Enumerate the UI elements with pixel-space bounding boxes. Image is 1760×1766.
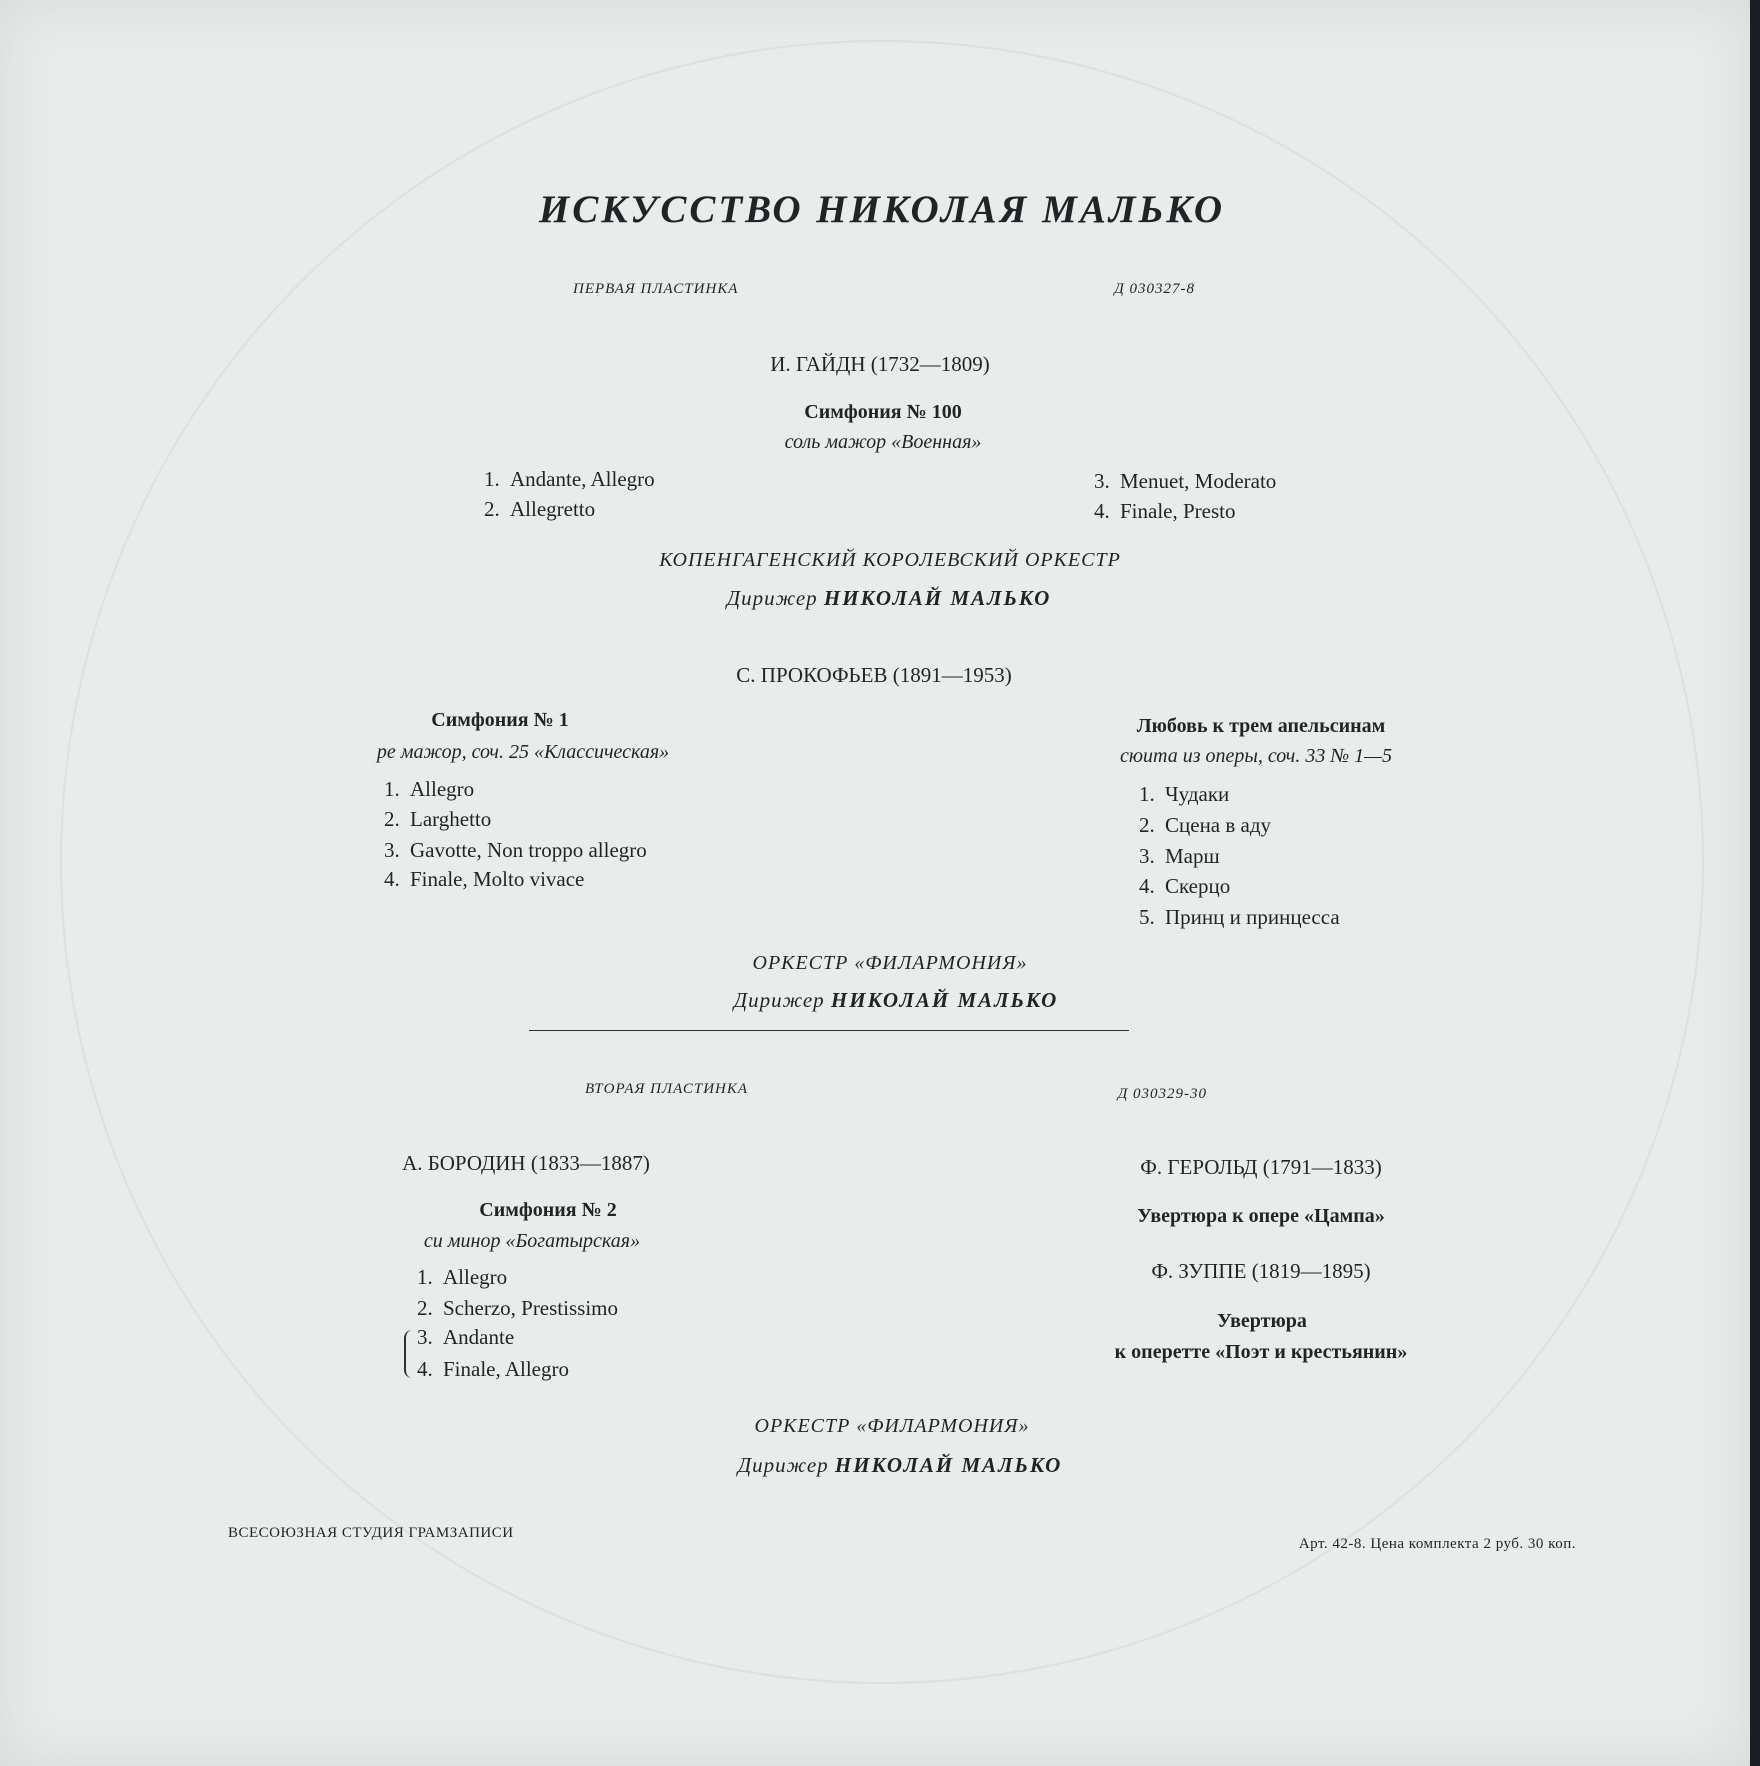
conductor-label: Дирижер — [733, 988, 825, 1012]
record2-orchestra: ОРКЕСТР «ФИЛАРМОНИЯ» — [754, 1415, 1030, 1437]
haydn-movement-4: 4. Finale, Presto — [1094, 499, 1236, 523]
haydn-orchestra: КОПЕНГАГЕНСКИЙ КОРОЛЕВСКИЙ ОРКЕСТР — [659, 549, 1121, 571]
prokofiev-symphony-movement-4: 4. Finale, Molto vivace — [384, 867, 585, 891]
haydn-heading — [770, 354, 990, 375]
borodin-heading — [402, 1153, 650, 1174]
haydn-movement-1: 1. Andante, Allegro — [484, 467, 655, 491]
conductor-name: НИКОЛАЙ МАЛЬКО — [834, 1453, 1063, 1477]
borodin-movement-3: 3. Andante — [417, 1325, 515, 1349]
composer-name: Ф. ГЕРОЛЬД — [1140, 1155, 1258, 1179]
composer-name: А. БОРОДИН — [402, 1151, 526, 1175]
prokofiev-suite-subtitle: сюита из оперы, соч. 33 № 1—5 — [1120, 745, 1392, 767]
footer-studio: ВСЕСОЮЗНАЯ СТУДИЯ ГРАМЗАПИСИ — [228, 1525, 514, 1541]
conductor-name: НИКОЛАЙ МАЛЬКО — [823, 586, 1052, 610]
section-divider — [529, 1030, 1129, 1031]
borodin-subtitle: си минор «Богатырская» — [423, 1230, 641, 1252]
haydn-conductor-line — [727, 588, 1052, 609]
haydn-work: Симфония № 100 — [804, 401, 962, 423]
prokofiev-symphony-movement-1: 1. Allegro — [384, 777, 475, 801]
haydn-movement-3: 3. Menuet, Moderato — [1094, 469, 1277, 493]
prokofiev-symphony-movement-3: 3. Gavotte, Non troppo allegro — [384, 838, 647, 862]
composer-name: И. ГАЙДН — [770, 352, 866, 376]
composer-years: (1791—1833) — [1262, 1155, 1382, 1179]
composer-name: Ф. ЗУППЕ — [1151, 1259, 1247, 1283]
prokofiev-suite-movement-1: 1. Чудаки — [1139, 782, 1230, 806]
herold-heading — [1140, 1157, 1381, 1178]
prokofiev-heading — [736, 665, 1011, 686]
prokofiev-suite-work: Любовь к трем апельсинам — [1136, 715, 1386, 737]
prokofiev-symphony-movement-2: 2. Larghetto — [384, 807, 492, 831]
composer-years: (1732—1809) — [870, 352, 990, 376]
prokofiev-symphony-subtitle: ре мажор, соч. 25 «Классическая» — [376, 741, 670, 763]
haydn-movement-2: 2. Allegretto — [484, 497, 596, 521]
record1-catalog: Д 030327-8 — [1114, 281, 1195, 297]
record2-conductor-line — [738, 1455, 1063, 1476]
page-title: ИСКУССТВО НИКОЛАЯ МАЛЬКО — [538, 188, 1226, 231]
prokofiev-suite-movement-2: 2. Сцена в аду — [1139, 813, 1272, 837]
borodin-movement-2: 2. Scherzo, Prestissimo — [417, 1296, 618, 1320]
record2-label: ВТОРАЯ ПЛАСТИНКА — [585, 1081, 749, 1097]
movement-brace — [404, 1330, 414, 1378]
record1-label: ПЕРВАЯ ПЛАСТИНКА — [573, 281, 739, 297]
composer-name: С. ПРОКОФЬЕВ — [736, 663, 888, 687]
prokofiev-suite-movement-3: 3. Марш — [1139, 844, 1220, 868]
composer-years: (1891—1953) — [892, 663, 1012, 687]
record-ring-imprint — [60, 40, 1704, 1684]
borodin-movement-4: 4. Finale, Allegro — [417, 1357, 569, 1381]
suppe-work-line1: Увертюра — [1217, 1310, 1307, 1332]
conductor-name: НИКОЛАЙ МАЛЬКО — [830, 988, 1059, 1012]
borodin-work: Симфония № 2 — [479, 1199, 617, 1221]
prokofiev-orchestra: ОРКЕСТР «ФИЛАРМОНИЯ» — [752, 952, 1028, 974]
prokofiev-symphony-work: Симфония № 1 — [431, 709, 569, 731]
herold-work: Увертюра к опере «Цампа» — [1137, 1205, 1385, 1227]
prokofiev-suite-movement-4: 4. Скерцо — [1139, 874, 1231, 898]
composer-years: (1819—1895) — [1251, 1259, 1371, 1283]
conductor-label: Дирижер — [726, 586, 818, 610]
footer-price: Арт. 42-8. Цена комплекта 2 руб. 30 коп. — [1298, 1536, 1576, 1552]
conductor-label: Дирижер — [737, 1453, 829, 1477]
haydn-subtitle: соль мажор «Военная» — [784, 431, 982, 453]
prokofiev-conductor-line — [734, 990, 1059, 1011]
borodin-movement-1: 1. Allegro — [417, 1265, 508, 1289]
composer-years: (1833—1887) — [530, 1151, 650, 1175]
suppe-heading — [1151, 1261, 1370, 1282]
record2-catalog: Д 030329-30 — [1117, 1086, 1207, 1102]
suppe-work-line2: к оперетте «Поэт и крестьянин» — [1114, 1341, 1408, 1363]
prokofiev-suite-movement-5: 5. Принц и принцесса — [1139, 905, 1340, 929]
